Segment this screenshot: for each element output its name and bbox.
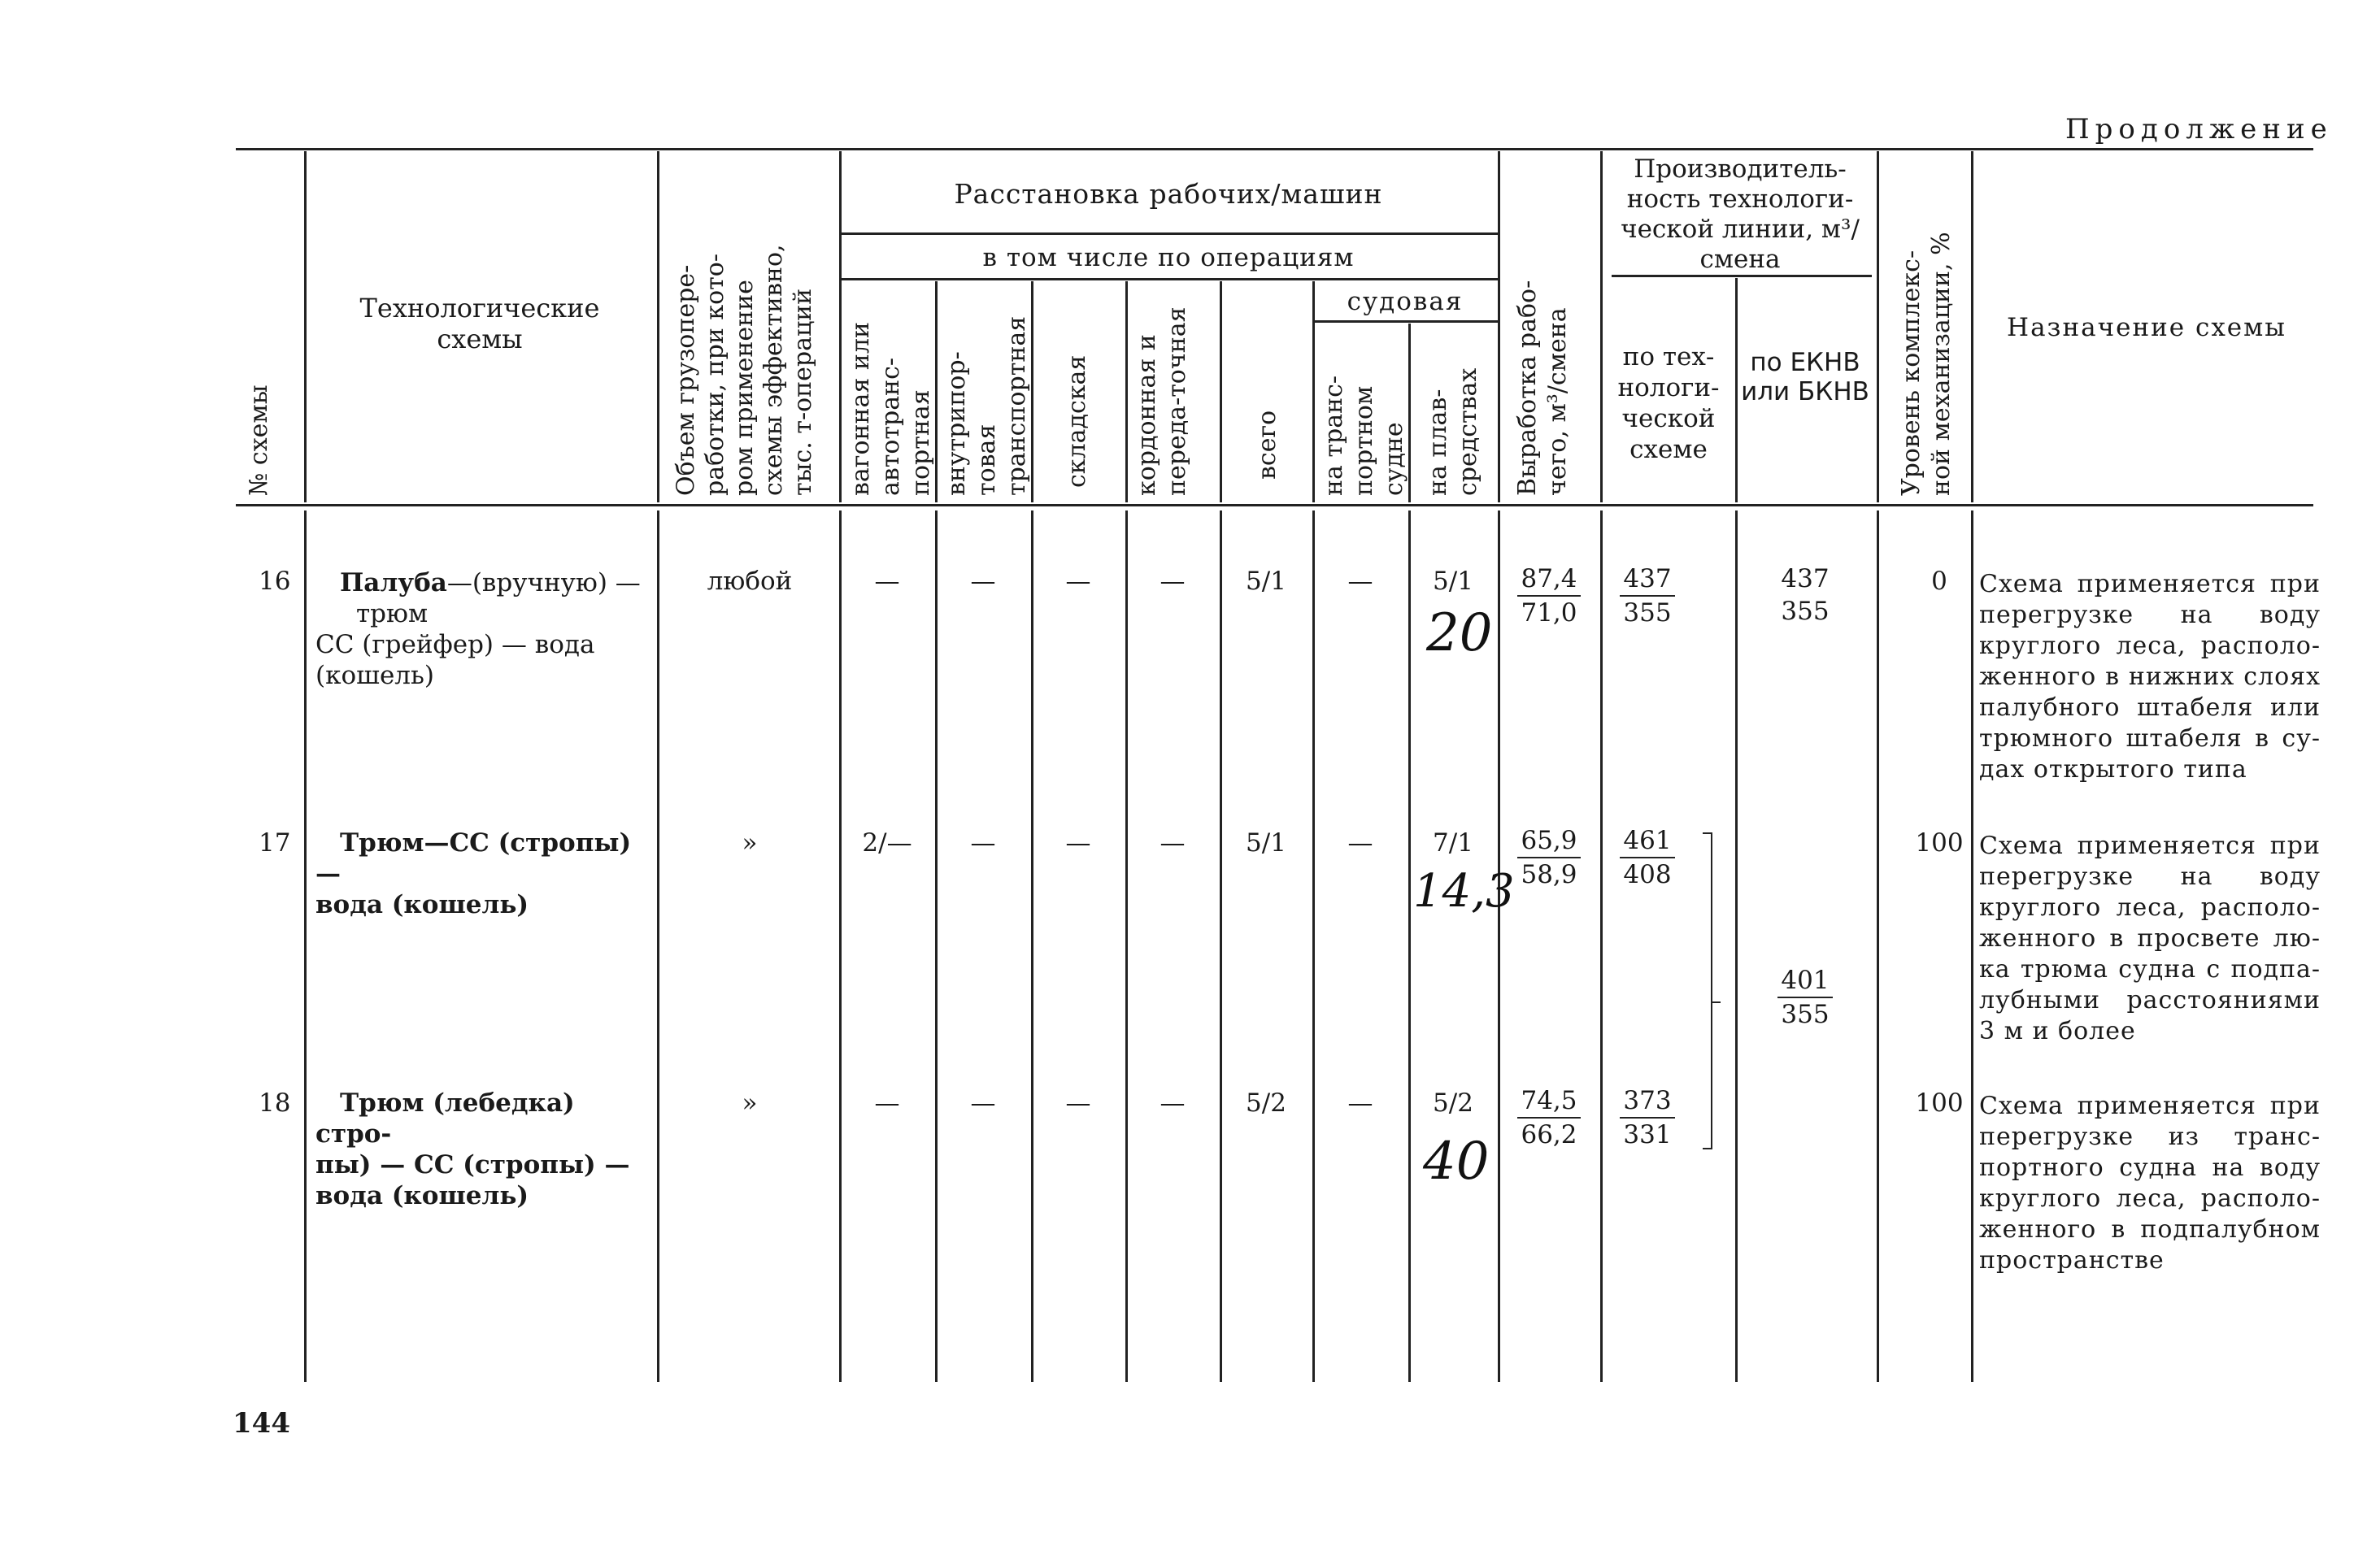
- row18-purpose: Схема применяется при перегрузке из транс-портного судна на воду круглого леса, располо-женного в подпалубном пространстве: [1979, 1092, 2321, 1275]
- row18-mech: 100: [1915, 1088, 1964, 1118]
- row16-on-transport: —: [1347, 567, 1373, 596]
- header-total-text: всего: [1253, 410, 1281, 480]
- header-on-float-text: на плав-средствах: [1424, 367, 1482, 496]
- header-wagon: [846, 285, 936, 496]
- row16-storage: —: [1065, 567, 1091, 596]
- row18-prod: [1615, 1084, 1680, 1151]
- row18-internal: —: [970, 1088, 996, 1118]
- row16-total: 5/1: [1246, 567, 1286, 596]
- placement-rule: [839, 232, 1498, 235]
- row18-on-float: 5/2: [1433, 1088, 1473, 1118]
- row17-18-eknv: [1773, 964, 1838, 1031]
- row18-output-num: 74,5: [1517, 1084, 1580, 1119]
- row16-on-float: 5/1: [1433, 567, 1473, 596]
- row17-num: 17: [259, 828, 291, 858]
- row16-output-den: 71,0: [1521, 598, 1577, 628]
- row16-output: [1504, 563, 1594, 629]
- row17-purpose: Схема применяется при перегрузке на воду круглого леса, располо-женного в просвете лю-ка трюма судна с подпа-лубными расстояниями 3 м и более: [1979, 832, 2321, 1045]
- header-bottom-rule: [236, 504, 2313, 506]
- col-rule-11: [1600, 151, 1603, 502]
- row17-total: 5/1: [1246, 828, 1286, 858]
- row17-internal: —: [970, 828, 996, 858]
- header-schemes: Технологические схемы: [359, 293, 600, 354]
- row17-output-num: 65,9: [1517, 824, 1580, 858]
- col-rule-12: [1735, 278, 1738, 502]
- row16-num: 16: [259, 567, 291, 596]
- header-total: [1252, 411, 1282, 480]
- row18-output-den: 66,2: [1521, 1120, 1577, 1149]
- row18-output: [1504, 1084, 1594, 1151]
- continuation-label: Продолжение: [2065, 113, 2333, 146]
- brace-cap-top: [1703, 832, 1712, 834]
- row18-scheme-line1: Трюм (лебедка) стро-: [315, 1088, 575, 1149]
- row16-scheme-line2: трюм: [356, 599, 429, 628]
- productivity-rule: [1612, 275, 1872, 277]
- row16-mech: 0: [1931, 567, 1947, 596]
- row18-scheme-line3: вода (кошель): [315, 1181, 529, 1210]
- header-placement: Расстановка рабочих/машин: [954, 178, 1383, 210]
- by-ops-rule: [839, 278, 1498, 280]
- row18-volume: »: [742, 1088, 758, 1118]
- row16-scheme-line1: [315, 568, 641, 597]
- col-rule-7: [1220, 281, 1222, 502]
- header-output-text: Выработка рабо-чего, м³/смена: [1513, 280, 1572, 496]
- brace-cap-bottom: [1703, 1148, 1712, 1149]
- row17-on-float: 7/1: [1433, 828, 1473, 858]
- row16-eknv-den: 355: [1781, 597, 1830, 626]
- row16-internal: —: [970, 567, 996, 596]
- row16-volume: любой: [707, 567, 793, 596]
- header-on-transport: [1319, 333, 1409, 496]
- brace-line-upper: [1711, 832, 1712, 1003]
- row16-prod: [1615, 563, 1680, 629]
- header-cordon: [1132, 285, 1192, 496]
- row18-prod-num: 373: [1620, 1084, 1674, 1119]
- row16-cordon: —: [1160, 567, 1186, 596]
- row18-wagon: —: [874, 1088, 900, 1118]
- row16-scheme-line4: (кошель): [315, 661, 434, 690]
- header-storage: [1062, 355, 1092, 488]
- row17-18-eknv-den: 355: [1781, 1000, 1830, 1029]
- header-purpose: Назначение схемы: [2007, 313, 2286, 342]
- header-ship: судовая: [1347, 287, 1464, 316]
- row16-scheme-line3: СС (грейфер) — вода: [315, 630, 595, 659]
- header-internal: [942, 285, 1032, 496]
- row18-handwritten-note: 40: [1423, 1132, 1490, 1192]
- body-rule-8: [1312, 510, 1315, 1382]
- row18-cordon: —: [1160, 1088, 1186, 1118]
- row18-total: 5/2: [1246, 1088, 1286, 1118]
- row16-scheme-bold: Палуба: [340, 568, 447, 597]
- row17-handwritten-note: 14,3: [1413, 865, 1515, 918]
- header-storage-text: складская: [1063, 354, 1091, 488]
- header-mech: [1896, 203, 1956, 496]
- body-rule-2: [657, 510, 659, 1382]
- row18-num: 18: [259, 1088, 291, 1118]
- row17-prod-den: 408: [1623, 860, 1672, 889]
- row17-on-transport: —: [1347, 828, 1373, 858]
- row17-cordon: —: [1160, 828, 1186, 858]
- row16-prod-den: 355: [1623, 598, 1672, 628]
- body-rule-7: [1220, 510, 1222, 1382]
- header-volume-text: Объем грузопере-работки, при кото-ром применение схемы эффективно, тыс. т-операций: [672, 244, 817, 496]
- header-productivity: Производитель-ность технологи-ческой линии, м³/смена: [1621, 154, 1860, 274]
- row16-eknv-num: 437: [1781, 564, 1830, 593]
- brace-line-lower: [1711, 1003, 1712, 1149]
- page-number: 144: [233, 1407, 290, 1440]
- header-by-scheme: по тех-нологи-ческой схеме: [1617, 342, 1720, 464]
- header-internal-text: внутрипор-товая транспортная: [942, 315, 1031, 496]
- row17-output-den: 58,9: [1521, 860, 1577, 889]
- header-cordon-text: кордонная и переда-точная: [1133, 306, 1191, 496]
- body-rule-6: [1125, 510, 1128, 1382]
- brace-cap-mid: [1712, 1001, 1721, 1003]
- body-rule-10: [1498, 510, 1500, 1382]
- body-rule-3: [839, 510, 842, 1382]
- row16-handwritten-note: 20: [1426, 603, 1493, 663]
- header-on-transport-text: на транс-портном судне: [1320, 375, 1408, 496]
- col-rule-1: [304, 151, 307, 502]
- body-rule-9: [1408, 510, 1411, 1382]
- row18-prod-den: 331: [1623, 1120, 1672, 1149]
- body-rule-5: [1031, 510, 1033, 1382]
- row16-scheme-rest: —(вручную) —: [446, 568, 641, 597]
- row17-scheme-line1: Трюм—СС (стропы) —: [315, 828, 632, 888]
- row17-volume: »: [742, 828, 758, 858]
- header-by-ops: в том числе по операциям: [982, 243, 1355, 272]
- body-rule-11: [1600, 510, 1603, 1382]
- row17-18-eknv-num: 401: [1777, 964, 1832, 998]
- row16-purpose: Схема применяется при перегрузке на воду круглого леса, располо-женного в нижних слоях палубного штабеля или трюмного штабеля в су-дах открытого типа: [1979, 570, 2321, 784]
- col-rule-14: [1971, 151, 1973, 502]
- row18-scheme: [315, 1088, 657, 1211]
- row18-on-transport: —: [1347, 1088, 1373, 1118]
- row17-storage: —: [1065, 828, 1091, 858]
- col-rule-10: [1498, 151, 1500, 502]
- row18-storage: —: [1065, 1088, 1091, 1118]
- header-wagon-text: вагонная или автотранс-портная: [846, 322, 935, 496]
- row16-eknv: [1773, 563, 1838, 628]
- row17-prod: [1615, 824, 1680, 891]
- body-rule-13: [1877, 510, 1879, 1382]
- row16-scheme: [315, 567, 657, 691]
- body-rule-14: [1971, 510, 1973, 1382]
- body-rule-4: [935, 510, 938, 1382]
- row17-prod-num: 461: [1620, 824, 1674, 858]
- row16-output-num: 87,4: [1517, 563, 1580, 597]
- row16-prod-num: 437: [1620, 563, 1674, 597]
- header-volume: [672, 228, 818, 496]
- header-num: № схемы: [245, 384, 273, 496]
- row17-scheme-line2: вода (кошель): [315, 890, 529, 919]
- row17-scheme: [315, 828, 657, 920]
- header-output: [1512, 236, 1573, 496]
- col-rule-6: [1125, 281, 1128, 502]
- header-by-eknv: по ЕКНВ или БКНВ: [1741, 348, 1869, 406]
- body-rule-1: [304, 510, 307, 1382]
- col-rule-2: [657, 151, 659, 502]
- row17-mech: 100: [1915, 828, 1964, 858]
- body-rule-12: [1735, 510, 1738, 1382]
- header-mech-text: Уровень комплекс-ной механизации, %: [1897, 232, 1956, 496]
- row18-scheme-line2: пы) — СС (стропы) —: [315, 1150, 630, 1180]
- col-rule-13: [1877, 151, 1879, 502]
- ship-rule: [1312, 320, 1498, 323]
- row17-wagon: 2/—: [862, 828, 912, 858]
- row17-output: [1504, 824, 1594, 891]
- header-on-float: [1423, 333, 1483, 496]
- row16-wagon: —: [874, 567, 900, 596]
- table-top-rule: [236, 148, 2313, 150]
